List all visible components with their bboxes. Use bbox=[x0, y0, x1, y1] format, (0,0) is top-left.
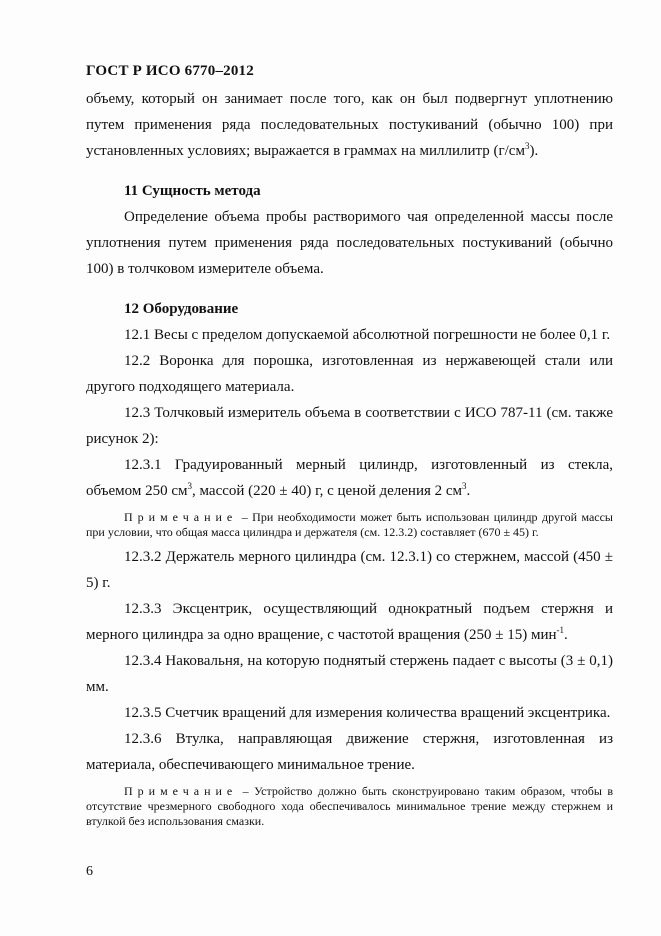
item-12-1: 12.1 Весы с пределом допускаемой абсолютной погрешности не более 0,1 г. bbox=[124, 327, 611, 343]
item-12-3-5: 12.3.5 Счетчик вращений для измерения количества вращений эксцентрика. bbox=[124, 705, 611, 721]
definition-continuation: объему, который он занимает после того, как он был подвергнут уплотнению путем применения ряда последовательных постукиваний (обычно 100) при установленных условиях; выражается в граммах на миллилитр $(г/см^3)$. bbox=[86, 91, 613, 159]
item-12-3-6: 12.3.6 Втулка, направляющая движение стержня, изготовленная из материала, обеспечивающего минимальное трение. bbox=[86, 731, 613, 773]
page-number: 6 bbox=[86, 864, 93, 879]
note-1: Примечание – При необходимости может быть использован цилиндр другой массы при условии, что общая масса цилиндра и держателя (см. 12.3.2) составляет (670 ± 45) г. bbox=[86, 510, 613, 539]
item-12-3-1: 12.3.1 Градуированный мерный цилиндр, изготовленный из стекла, объемом 250 $см^3$, массой (220 ± 40) г, с ценой деления 2 $см^3$. bbox=[86, 457, 613, 499]
item-12-3-3: 12.3.3 Эксцентрик, осуществляющий однократный подъем стержня и мерного цилиндра за одно вращение, с частотой вращения (250 ± 15) мин$^{-1}$. bbox=[86, 601, 613, 643]
item-12-2: 12.2 Воронка для порошка, изготовленная из нержавеющей стали или другого подходящего материала. bbox=[86, 353, 613, 395]
note-2: Примечание – Устройство должно быть сконструировано таким образом, чтобы в отсутствие чрезмерного свободного хода обеспечивалось минимальное трение между стержнем и втулкой без использования смазки. bbox=[86, 784, 613, 828]
section-12-title: 12 Оборудование bbox=[124, 301, 239, 317]
section-11-title: 11 Сущность метода bbox=[124, 183, 261, 199]
note-label: Примечание bbox=[124, 510, 238, 524]
document-body bbox=[86, 86, 613, 833]
note-label: Примечание bbox=[124, 784, 238, 798]
document-header: ГОСТ Р ИСО 6770–2012 bbox=[86, 63, 254, 79]
item-12-3: 12.3 Толчковый измеритель объема в соответствии с ИСО 787-11 (см. также рисунок 2): bbox=[86, 405, 613, 447]
section-11-text: Определение объема пробы растворимого чая определенной массы после уплотнения путем применения ряда последовательных постукиваний (обычно 100) в толчковом измерителе объема. bbox=[86, 209, 613, 277]
item-12-3-2: 12.3.2 Держатель мерного цилиндра (см. 12.3.1) со стержнем, массой (450 ± 5) г. bbox=[86, 549, 613, 591]
item-12-3-4: 12.3.4 Наковальня, на которую поднятый стержень падает с высоты (3 ± 0,1) мм. bbox=[86, 653, 613, 695]
